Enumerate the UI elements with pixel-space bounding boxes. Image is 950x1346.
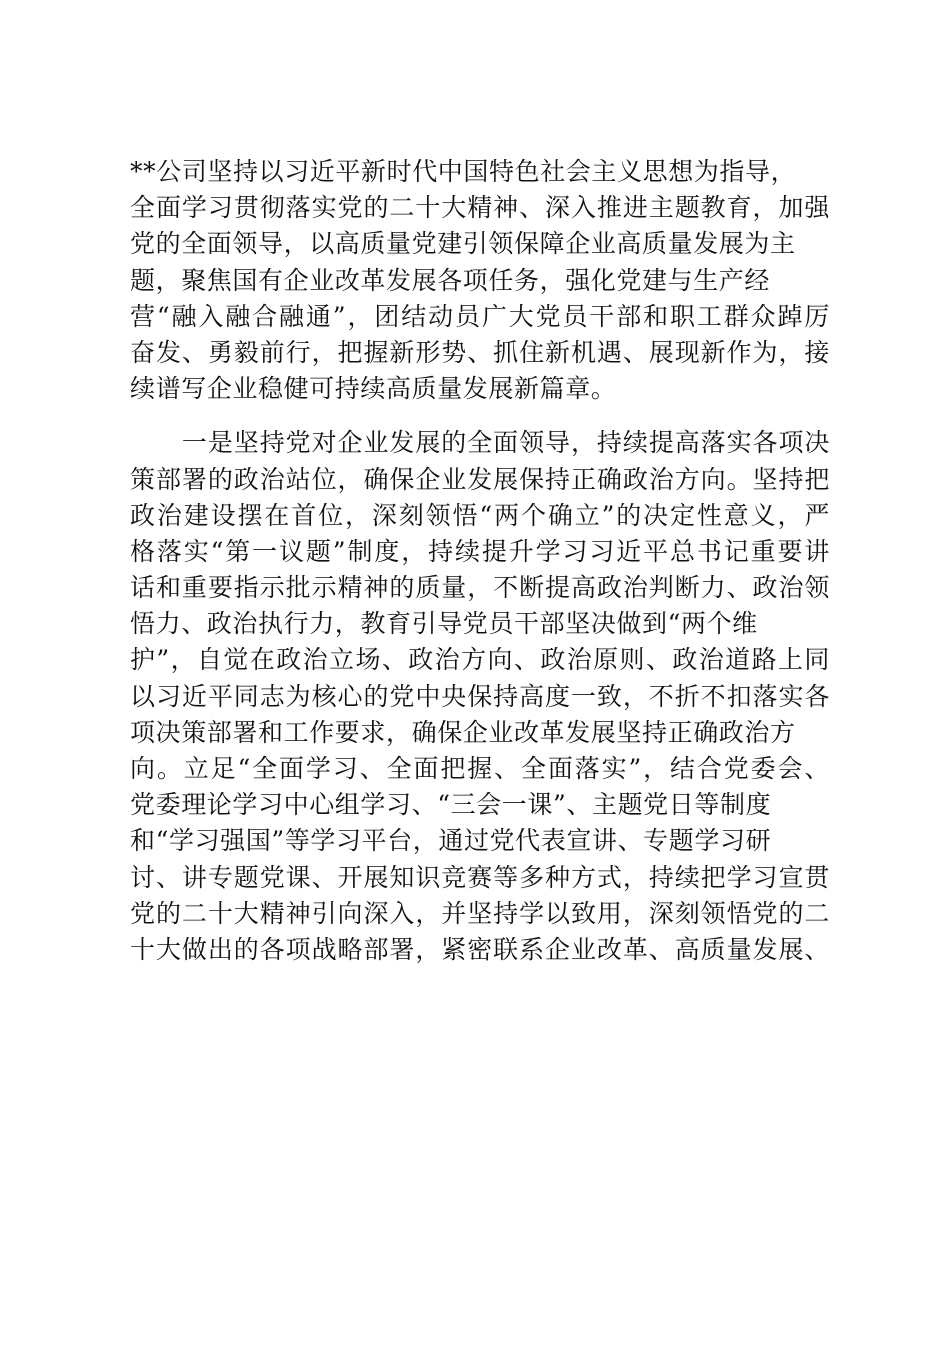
text-line: 向。立足“全面学习、全面把握、全面落实”，结合党委会、 xyxy=(130,754,830,783)
text-line: 悟力、政治执行力，教育引导党员干部坚决做到“两个维 xyxy=(130,609,758,639)
text-line: **公司坚持以习近平新时代中国特色社会主义思想为指导， xyxy=(130,157,797,186)
text-line: 政治建设摆在首位，深刻领悟“两个确立”的决定性意义，严 xyxy=(130,500,830,530)
text-line: 全面学习贯彻落实党的二十大精神、深入推进主题教育，加强 xyxy=(130,193,830,223)
paragraph-1 xyxy=(130,154,830,407)
text-line: 十大做出的各项战略部署，紧密联系企业改革、高质量发展、 xyxy=(130,934,830,964)
text-line: 讨、讲专题党课、开展知识竞赛等多种方式，持续把学习宣贯 xyxy=(130,862,830,892)
text-line: 以习近平同志为核心的党中央保持高度一致，不折不扣落实各 xyxy=(130,681,830,711)
text-line: 奋发、勇毅前行，把握新形势、抓住新机遇、展现新作为，接 xyxy=(130,337,830,367)
text-line: 党的全面领导，以高质量党建引领保障企业高质量发展为主 xyxy=(130,229,796,259)
text-line: 一是坚持党对企业发展的全面领导，持续提高落实各项决 xyxy=(130,428,830,458)
text-line: 续谱写企业稳健可持续高质量发展新篇章。 xyxy=(130,374,617,404)
document-body xyxy=(130,154,830,968)
text-line: 营“融入融合融通”，团结动员广大党员干部和职工群众踔厉 xyxy=(130,301,830,331)
text-line: 话和重要指示批示精神的质量，不断提高政治判断力、政治领 xyxy=(130,573,830,603)
text-line: 题，聚焦国有企业改革发展各项任务，强化党建与生产经 xyxy=(130,265,771,295)
paragraph-spacing xyxy=(130,407,830,425)
text-line: 党的二十大精神引向深入，并坚持学以致用，深刻领悟党的二 xyxy=(130,898,830,928)
text-line: 党委理论学习中心组学习、“三会一课”、主题党日等制度 xyxy=(130,790,772,820)
text-line: 和“学习强国”等学习平台，通过党代表宣讲、专题学习研 xyxy=(130,826,772,856)
text-line: 护”，自觉在政治立场、政治方向、政治原则、政治道路上同 xyxy=(130,645,830,675)
paragraph-2 xyxy=(130,425,830,968)
text-line: 项决策部署和工作要求，确保企业改革发展坚持正确政治方 xyxy=(130,717,796,747)
text-line: 格落实“第一议题”制度，持续提升学习习近平总书记重要讲 xyxy=(130,536,830,566)
text-line: 策部署的政治站位，确保企业发展保持正确政治方向。坚持把 xyxy=(130,464,830,494)
